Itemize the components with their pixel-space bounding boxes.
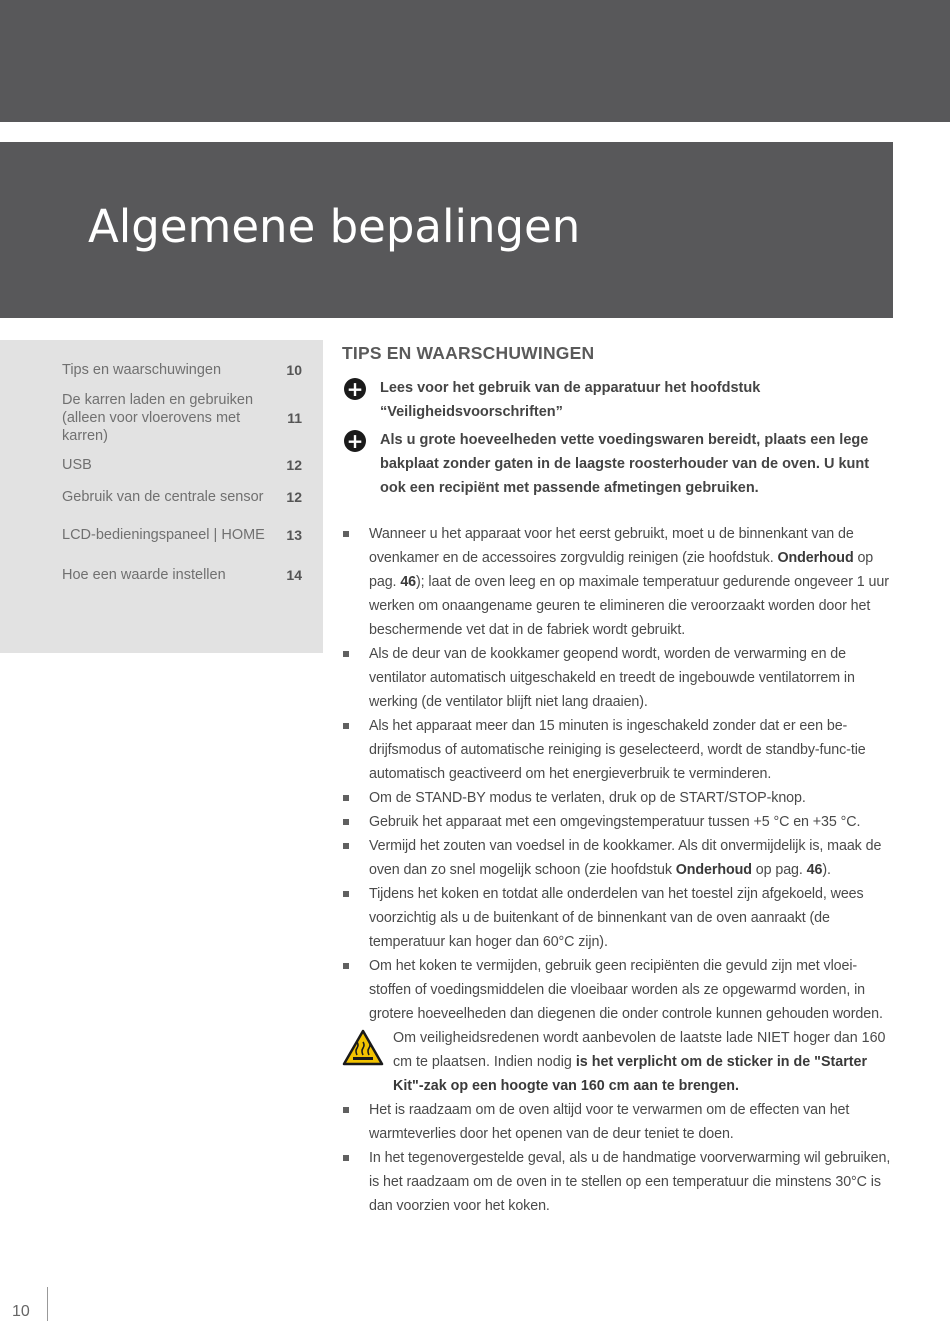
tips-list-continued [342, 1098, 894, 1218]
bullet-square-icon [343, 891, 349, 897]
bullet-square-icon [343, 963, 349, 969]
important-note [342, 376, 894, 424]
list-item: Tijdens het koken en totdat alle onderdelen van het toestel zijn afgekoeld, wees voorzichtig als u de buitenkant of de binnenkant van de oven aanraakt (de temperatuur kan hoger dan 60°C zijn). [342, 882, 894, 954]
toc-item-page: 14 [286, 567, 302, 583]
plus-circle-icon: + [344, 378, 366, 400]
page-title: Algemene bepalingen [88, 200, 581, 253]
toc-item-label: Tips en waarschuwingen [62, 362, 222, 378]
list-item: In het tegenovergestelde geval, als u de handmatige voorverwarming wil gebruiken, is het raadzaam om de oven in te stellen op een temperatuur die minstens 30°C is dan voorzien voor het koken. [342, 1146, 894, 1218]
page-number: 10 [12, 1303, 30, 1320]
toc-item-page: 13 [286, 527, 302, 543]
main-content [342, 343, 894, 1218]
warning-note: Om veiligheidsredenen wordt aanbevolen de laatste lade NIET hoger dan 160 cm te plaatsen. Indien nodig is het verplicht om de sticker in de "Starter Kit"-zak op een hoogte van 160 cm aan te brengen. [342, 1026, 894, 1098]
important-note [342, 428, 894, 500]
toc-item[interactable] [62, 391, 308, 445]
toc-item-page: 12 [286, 489, 302, 505]
toc-item[interactable] [62, 526, 308, 544]
bullet-square-icon [343, 843, 349, 849]
toc-item[interactable] [62, 566, 308, 584]
toc-item-page: 11 [287, 410, 302, 426]
bullet-square-icon [343, 531, 349, 537]
bullet-square-icon [343, 1107, 349, 1113]
toc-item-label: De karren laden en gebruiken (alleen voor vloerovens met karren) [62, 392, 254, 444]
note-text: Lees voor het gebruik van de apparatuur het hoofdstuk “Veiligheidsvoorschriften” [380, 380, 761, 420]
toc-item-page: 10 [286, 362, 302, 378]
toc-item-label: Hoe een waarde instellen [62, 567, 226, 583]
bullet-square-icon [343, 819, 349, 825]
hot-surface-warning-icon [342, 1029, 384, 1067]
toc-item-label: LCD-bedieningspaneel | HOME [62, 527, 265, 543]
list-item: Om de STAND-BY modus te verlaten, druk op de START/STOP-knop. [342, 786, 894, 810]
toc-item[interactable] [62, 488, 308, 506]
list-item: Vermijd het zouten van voedsel in de kookkamer. Als dit onvermijdelijk is, maak de oven dan zo snel mogelijk schoon (zie hoofdstuk Onderhoud op pag. 46). [342, 834, 894, 882]
list-item: Wanneer u het apparaat voor het eerst gebruikt, moet u de binnenkant van de ovenkamer en de accessoires zorgvuldig reinigen (zie hoofdstuk. Onderhoud op pag. 46); laat de oven leeg en op maximale temperatuur gedurende ongeveer 1 uur werken om onaangename geuren te elimineren die veroorzaakt worden door het beschermende vet dat in de fabriek wordt gebruikt. [342, 522, 894, 642]
table-of-contents [0, 340, 323, 653]
section-title: TIPS EN WAARSCHUWINGEN [342, 343, 595, 363]
list-item: Om het koken te vermijden, gebruik geen recipiënten die gevuld zijn met vloei-stoffen of voedingsmiddelen die vloeibaar worden als ze opgewarmd worden, in grotere hoeveelheden dan diegenen die onder controle kunnen gehouden worden. [342, 954, 894, 1026]
plus-circle-icon: + [344, 430, 366, 452]
toc-item-label: Gebruik van de centrale sensor [62, 489, 264, 505]
toc-item-page: 12 [286, 457, 302, 473]
list-item: Het is raadzaam om de oven altijd voor te verwarmen om de effecten van het warmteverlies door het openen van de deur teniet te doen. [342, 1098, 894, 1146]
bullet-square-icon [343, 795, 349, 801]
list-item: Gebruik het apparaat met een omgevingstemperatuur tussen +5 °C en +35 °C. [342, 810, 894, 834]
tips-list [342, 522, 894, 1026]
toc-item[interactable] [62, 456, 308, 474]
bullet-square-icon [343, 1155, 349, 1161]
page-number-divider [47, 1287, 48, 1321]
note-text: Als u grote hoeveelheden vette voedingswaren bereidt, plaats een lege bakplaat zonder gaten in de laagste roosterhouder van de oven. U kunt ook een recipiënt met passende afmetingen gebruiken. [380, 432, 870, 496]
header-band [0, 0, 950, 122]
toc-item-label: USB [62, 457, 92, 473]
list-item: Als de deur van de kookkamer geopend wordt, worden de verwarming en de ventilator automatisch uitgeschakeld en treedt de ingebouwde ventilatorrem in werking (de ventilator blijft niet lang draaien). [342, 642, 894, 714]
list-item: Als het apparaat meer dan 15 minuten is ingeschakeld zonder dat er een be-drijfsmodus of automatische reiniging is geselecteerd, wordt de standby-func-tie automatisch geactiveerd om het energieverbruik te verminderen. [342, 714, 894, 786]
bullet-square-icon [343, 723, 349, 729]
bullet-square-icon [343, 651, 349, 657]
toc-item[interactable] [62, 361, 308, 379]
